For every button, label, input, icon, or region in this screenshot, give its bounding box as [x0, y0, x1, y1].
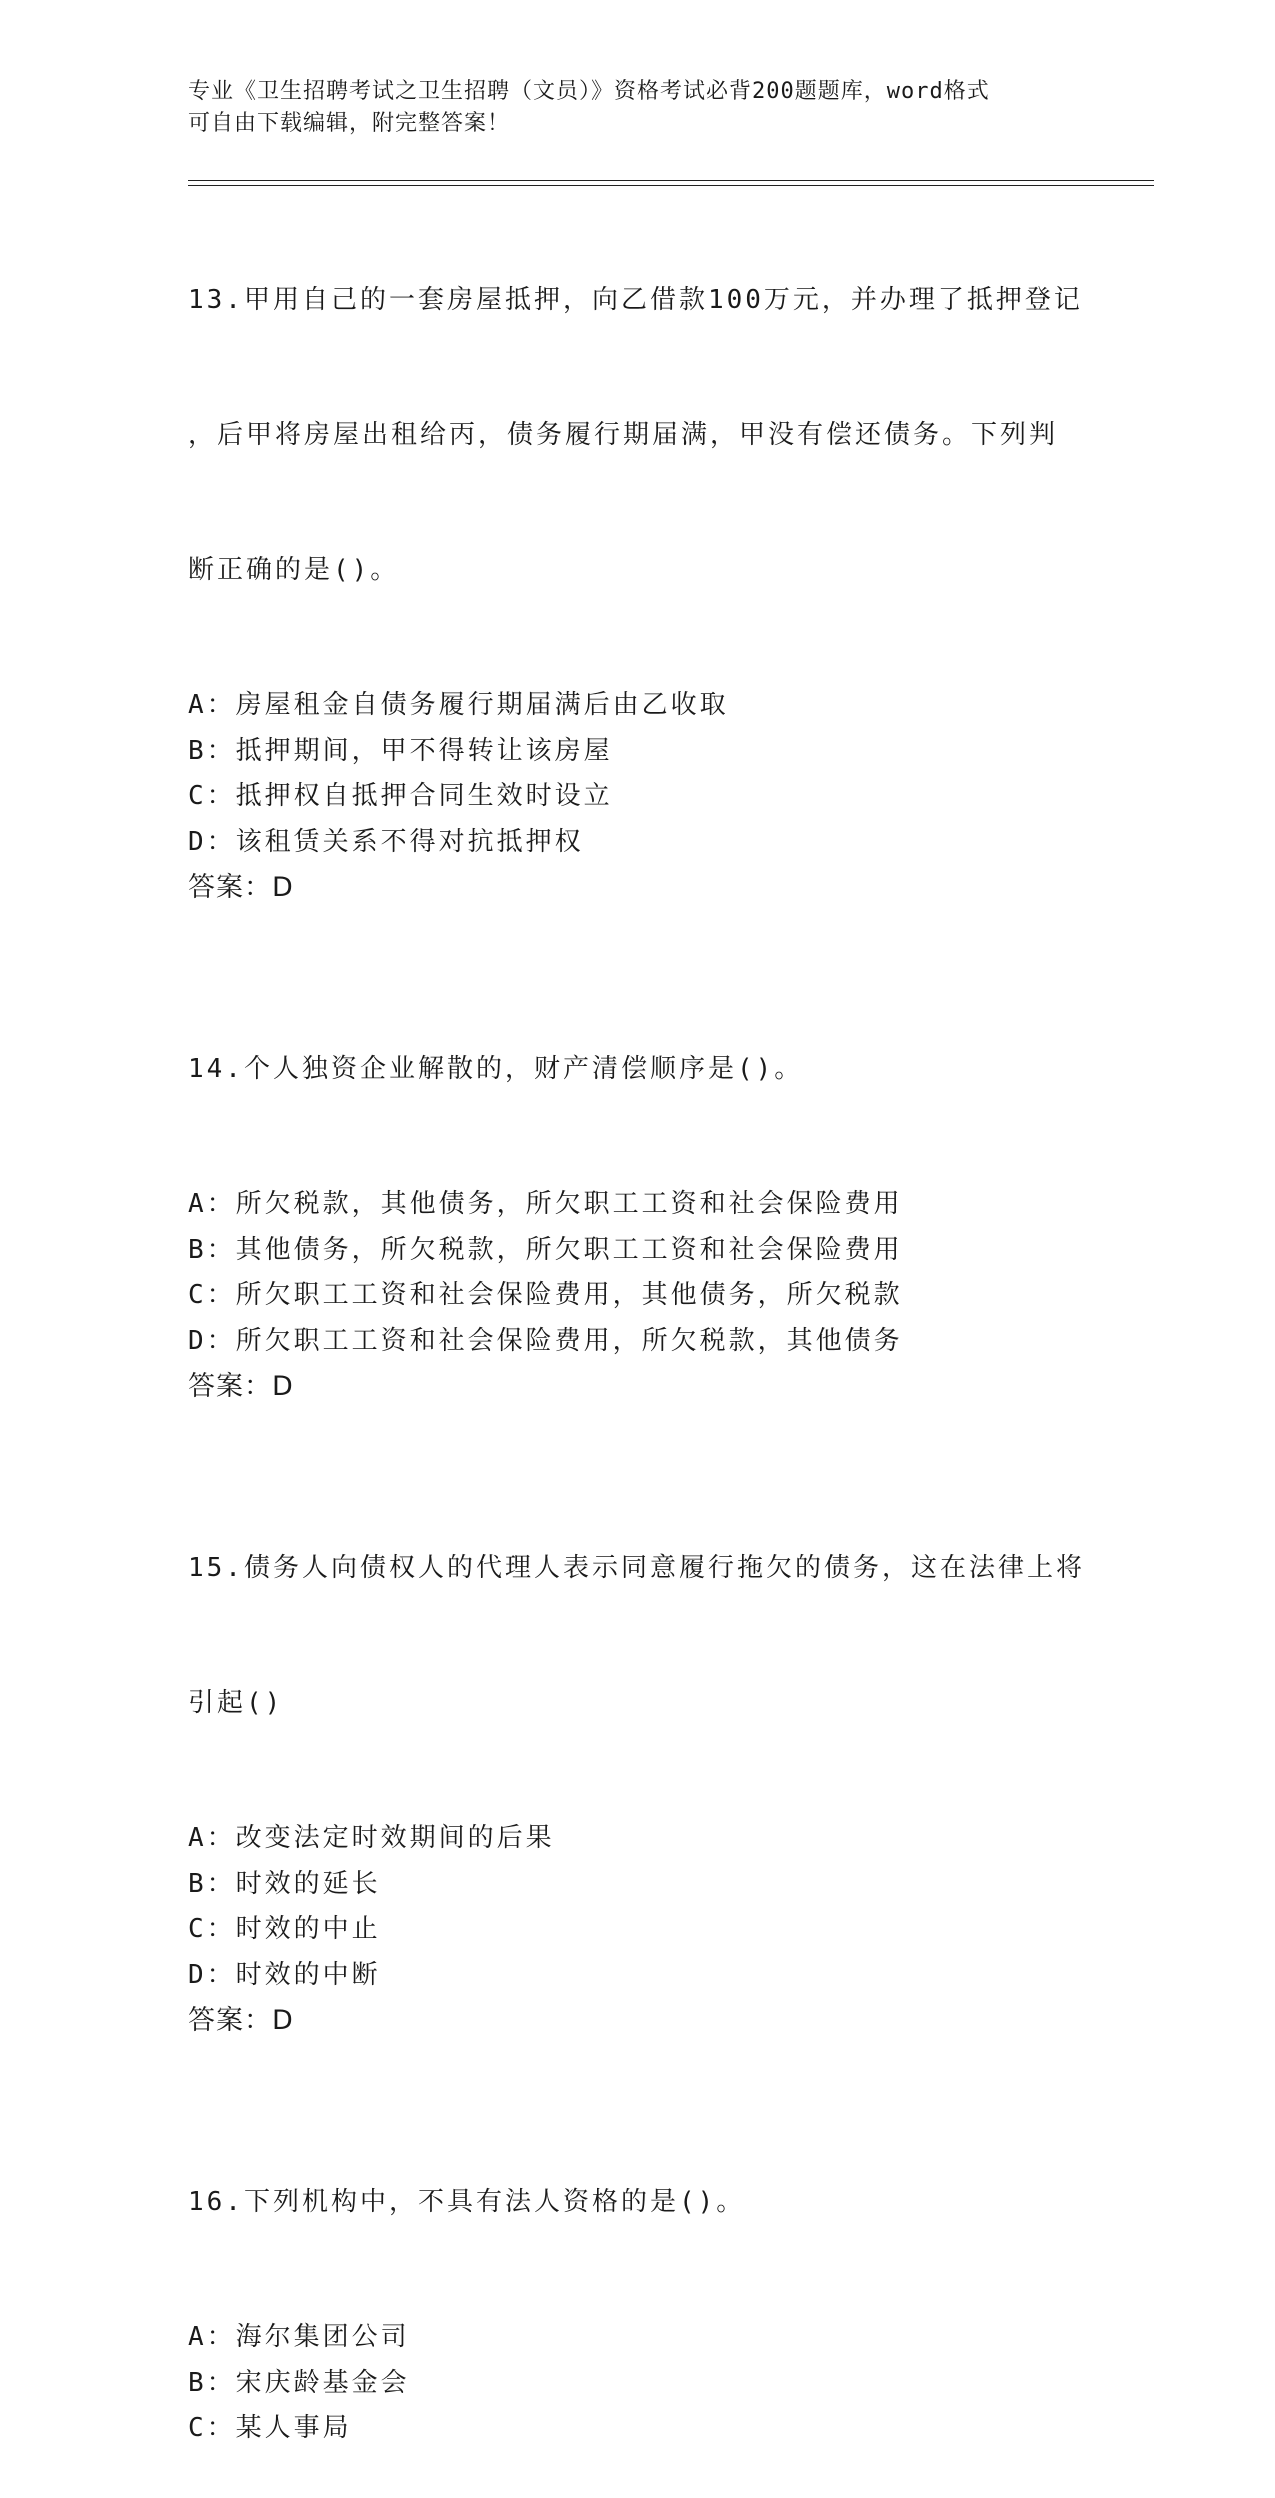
- question-stem-line: 14.个人独资企业解散的，财产清偿顺序是()。: [188, 1054, 804, 1084]
- question-stem-line: 13.甲用自己的一套房屋抵押，向乙借款100万元，并办理了抵押登记: [188, 285, 1083, 315]
- question-14: [188, 957, 1088, 1410]
- header-line-2: 可自由下载编辑，附完整答案！: [188, 111, 511, 136]
- question-14-stem: [188, 957, 1088, 1182]
- question-13: [188, 188, 1088, 911]
- option-d: D：所欠职工工资和社会保险费用，所欠税款，其他债务: [188, 1325, 903, 1356]
- header-divider-bottom: [188, 185, 1154, 186]
- option-b: B：其他债务，所欠税款，所欠职工工资和社会保险费用: [188, 1234, 903, 1265]
- question-stem-line: 15.债务人向债权人的代理人表示同意履行拖欠的债务，这在法律上将: [188, 1553, 1085, 1583]
- question-list: [188, 188, 1088, 2498]
- option-c: C：所欠职工工资和社会保险费用，其他债务，所欠税款: [188, 1280, 903, 1310]
- header-line-1: 专业《卫生招聘考试之卫生招聘（文员）》资格考试必背200题题库，word格式: [188, 79, 990, 104]
- option-c: C：某人事局: [188, 2413, 352, 2443]
- option-b: B：宋庆龄基金会: [188, 2367, 410, 2398]
- option-d: D：该租赁关系不得对抗抵押权: [188, 826, 584, 857]
- question-16-stem: [188, 2090, 1088, 2315]
- option-b: B：时效的延长: [188, 1868, 381, 1899]
- question-16: [188, 2090, 1088, 2452]
- header-divider-top: [188, 180, 1154, 181]
- question-stem-line: ，后甲将房屋出租给丙，债务履行期届满，甲没有偿还债务。下列判: [188, 420, 1059, 450]
- option-a: A：房屋租金自债务履行期届满后由乙收取: [188, 690, 729, 720]
- question-13-stem: [188, 188, 1088, 683]
- option-a: A：所欠税款，其他债务，所欠职工工资和社会保险费用: [188, 1189, 903, 1219]
- option-c: C：抵押权自抵押合同生效时设立: [188, 781, 613, 811]
- answer-label: 答案：D: [188, 872, 294, 903]
- option-c: C：时效的中止: [188, 1914, 381, 1944]
- option-a: A：海尔集团公司: [188, 2322, 410, 2352]
- question-stem-line: 断正确的是()。: [188, 555, 400, 585]
- option-a: A：改变法定时效期间的后果: [188, 1823, 555, 1853]
- answer-label: 答案：D: [188, 1371, 294, 1402]
- document-header: [188, 76, 1088, 140]
- question-stem-line: 16.下列机构中，不具有法人资格的是()。: [188, 2187, 746, 2217]
- option-d: D：时效的中断: [188, 1959, 381, 1990]
- question-stem-line: 引起(): [188, 1688, 284, 1718]
- option-b: B：抵押期间，甲不得转让该房屋: [188, 735, 613, 766]
- answer-label: 答案：D: [188, 2005, 294, 2036]
- question-15-stem: [188, 1456, 1088, 1816]
- question-15: [188, 1456, 1088, 2044]
